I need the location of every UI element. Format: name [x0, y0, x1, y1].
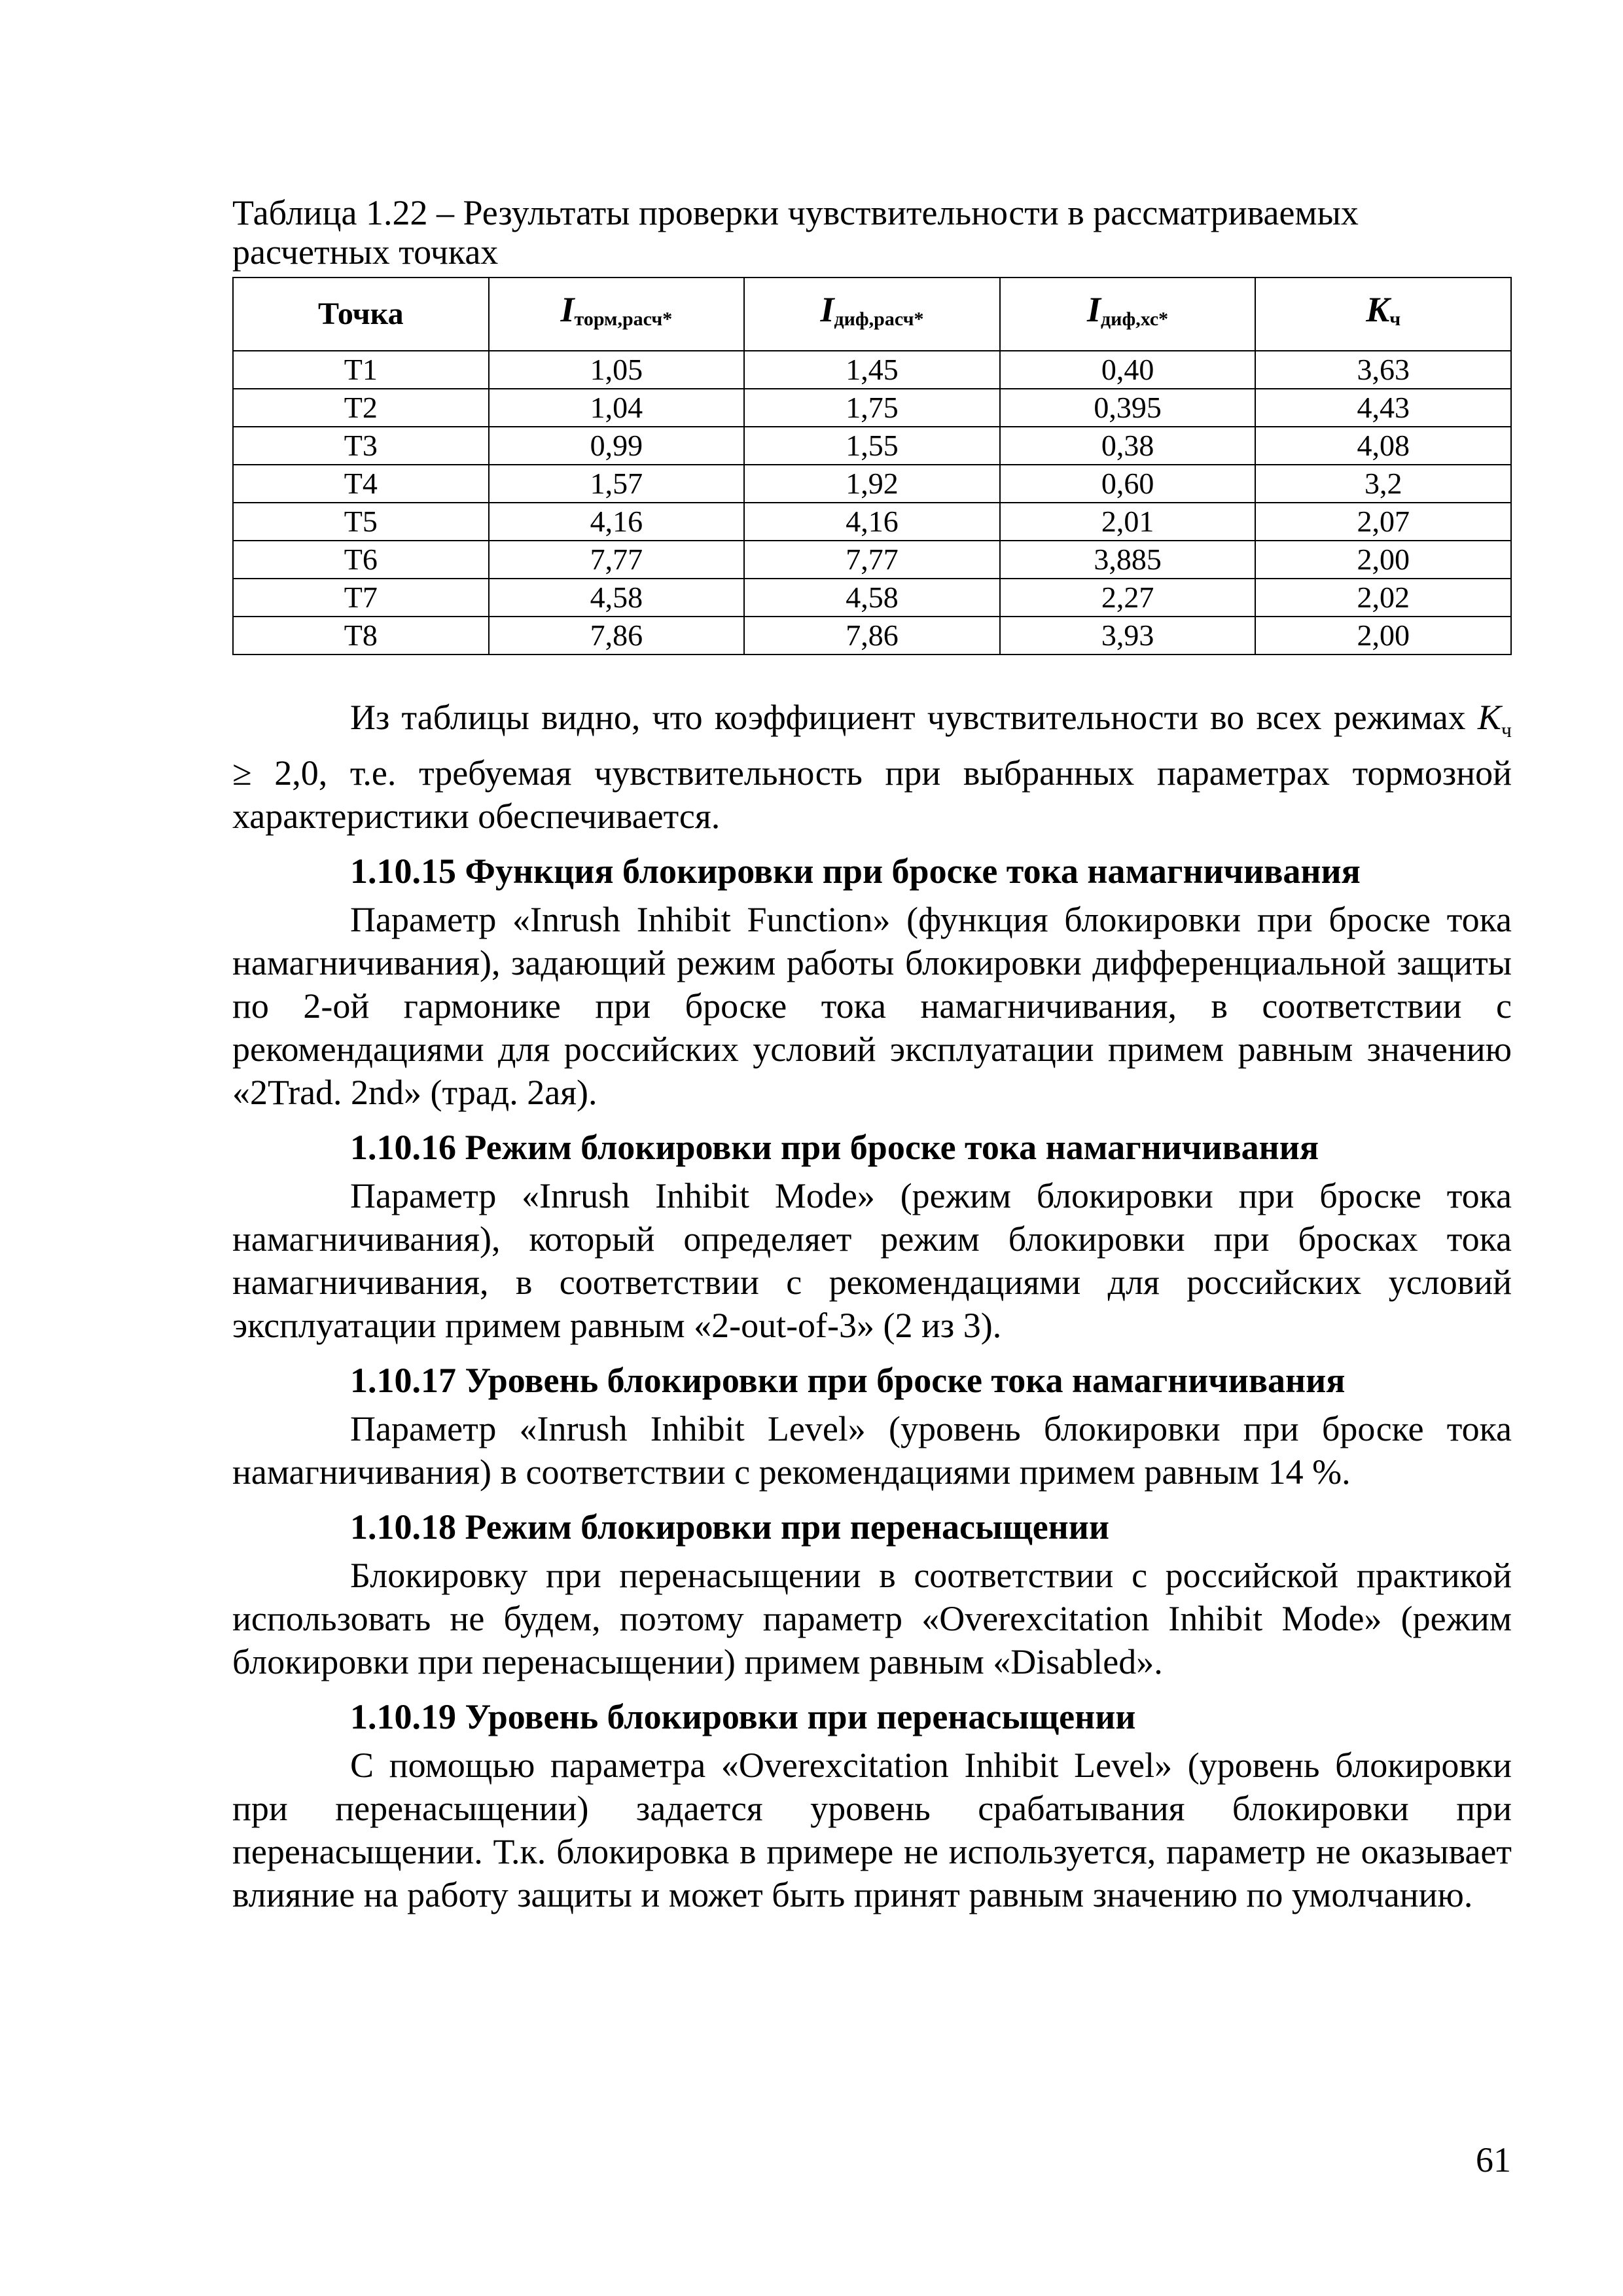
conclusion-paragraph — [232, 696, 1512, 838]
table-cell-k-ch: 2,00 — [1255, 541, 1511, 579]
header-i-torm-var: I — [560, 289, 575, 329]
table-cell-i-dif-hs: 0,395 — [1000, 389, 1256, 427]
table-cell-k-ch: 2,02 — [1255, 579, 1511, 617]
table-row — [233, 503, 1511, 541]
section-text-1-10-16: Параметр «Inrush Inhibit Mode» (режим блокировки при броске тока намагничивания), который определяет режим блокировки при бросках тока намагничивания, в соответствии с рекомендациями для российских условий эксплуатации примем равным «2-out-of-3» (2 из 3). — [232, 1175, 1512, 1345]
section-heading-1-10-15: 1.10.15 Функция блокировки при броске тока намагничивания — [350, 851, 1361, 891]
header-i-dif-hs-sub: диф,хс* — [1101, 308, 1169, 330]
table-cell-i-torm: 7,86 — [489, 617, 745, 655]
table-cell-i-dif-rasch: 7,77 — [744, 541, 1000, 579]
table-cell-i-dif-rasch: 1,75 — [744, 389, 1000, 427]
header-i-dif-rasch — [744, 278, 1000, 351]
section-heading-1-10-17: 1.10.17 Уровень блокировки при броске тока намагничивания — [350, 1360, 1346, 1400]
table-row — [233, 541, 1511, 579]
table-row — [233, 465, 1511, 503]
header-k-ch — [1255, 278, 1511, 351]
table-header-row — [233, 278, 1511, 351]
table-cell-k-ch: 3,63 — [1255, 351, 1511, 389]
section-text-1-10-19: С помощью параметра «Overexcitation Inhibit Level» (уровень блокировки при перенасыщении) задается уровень срабатывания блокировки при перенасыщении. Т.к. блокировка в примере не используется, параметр не оказывает влияние на работу защиты и может быть принят равным значению по умолчанию. — [232, 1745, 1512, 1914]
conclusion-text-end: ≥ 2,0, т.е. требуемая чувствительность при выбранных параметрах тормозной характеристики обеспечивается. — [232, 753, 1512, 836]
table-cell-i-torm: 0,99 — [489, 427, 745, 465]
section-text-1-10-18: Блокировку при перенасыщении в соответствии с российской практикой использовать не будем, поэтому параметр «Overexcitation Inhibit Mode» (режим блокировки при перенасыщении) примем равным «Disabled». — [232, 1555, 1512, 1681]
table-cell-i-dif-rasch: 7,86 — [744, 617, 1000, 655]
conclusion-sub: ч — [1501, 717, 1512, 742]
sensitivity-table — [232, 277, 1512, 655]
table-cell-i-dif-hs: 2,27 — [1000, 579, 1256, 617]
header-i-torm — [489, 278, 745, 351]
table-cell-i-dif-hs: 2,01 — [1000, 503, 1256, 541]
table-cell-i-dif-hs: 0,60 — [1000, 465, 1256, 503]
header-i-dif-hs — [1000, 278, 1256, 351]
section-heading-1-10-16: 1.10.16 Режим блокировки при броске тока намагничивания — [350, 1127, 1319, 1167]
table-row — [233, 389, 1511, 427]
table-cell-point: T4 — [233, 465, 489, 503]
table-cell-k-ch: 2,07 — [1255, 503, 1511, 541]
table-cell-point: T6 — [233, 541, 489, 579]
table-cell-k-ch: 4,43 — [1255, 389, 1511, 427]
table-cell-i-dif-hs: 0,38 — [1000, 427, 1256, 465]
conclusion-var: K — [1477, 698, 1501, 737]
table-cell-i-dif-hs: 3,93 — [1000, 617, 1256, 655]
header-point-label: Точка — [317, 296, 404, 331]
header-i-dif-hs-var: I — [1086, 289, 1101, 329]
table-cell-i-torm: 4,58 — [489, 579, 745, 617]
section-heading-1-10-19: 1.10.19 Уровень блокировки при перенасыщении — [350, 1696, 1136, 1736]
table-row — [233, 427, 1511, 465]
table-cell-i-dif-hs: 0,40 — [1000, 351, 1256, 389]
table-caption: Таблица 1.22 – Результаты проверки чувствительности в рассматриваемых расчетных точках — [232, 193, 1359, 272]
table-cell-i-torm: 7,77 — [489, 541, 745, 579]
header-i-dif-rasch-sub: диф,расч* — [834, 308, 924, 330]
table-cell-point: T8 — [233, 617, 489, 655]
section-heading-1-10-18: 1.10.18 Режим блокировки при перенасыщении — [350, 1507, 1110, 1547]
header-i-dif-rasch-var: I — [820, 289, 834, 329]
table-cell-point: T3 — [233, 427, 489, 465]
section-text-1-10-17: Параметр «Inrush Inhibit Level» (уровень блокировки при броске тока намагничивания) в соответствии с рекомендациями примем равным 14 %. — [232, 1408, 1512, 1492]
table-cell-point: T1 — [233, 351, 489, 389]
table-cell-k-ch: 2,00 — [1255, 617, 1511, 655]
table-cell-i-dif-rasch: 1,45 — [744, 351, 1000, 389]
table-row — [233, 617, 1511, 655]
table-cell-i-dif-rasch: 4,16 — [744, 503, 1000, 541]
table-cell-k-ch: 4,08 — [1255, 427, 1511, 465]
table-cell-i-dif-rasch: 1,55 — [744, 427, 1000, 465]
table-row — [233, 351, 1511, 389]
table-row — [233, 579, 1511, 617]
table-cell-i-torm: 4,16 — [489, 503, 745, 541]
table-cell-i-torm: 1,57 — [489, 465, 745, 503]
header-point — [233, 278, 489, 351]
table-cell-k-ch: 3,2 — [1255, 465, 1511, 503]
conclusion-text-start: Из таблицы видно, что коэффициент чувствительности во всех режимах — [350, 698, 1478, 737]
table-cell-i-dif-rasch: 4,58 — [744, 579, 1000, 617]
section-text-1-10-15: Параметр «Inrush Inhibit Function» (функция блокировки при броске тока намагничивания), задающий режим работы блокировки дифференциальной защиты по 2-ой гармонике при броске тока намагничивания, в соответствии с рекомендациями для российских условий эксплуатации примем равным значению «2Trad. 2nd» (трад. 2ая). — [232, 899, 1512, 1112]
header-k-ch-var: K — [1366, 289, 1390, 329]
table-cell-i-dif-hs: 3,885 — [1000, 541, 1256, 579]
table-cell-point: T2 — [233, 389, 489, 427]
header-k-ch-sub: ч — [1389, 308, 1401, 330]
page-content — [232, 193, 1512, 1916]
table-cell-i-dif-rasch: 1,92 — [744, 465, 1000, 503]
table-cell-point: T7 — [233, 579, 489, 617]
header-i-torm-sub: торм,расч* — [574, 308, 673, 330]
table-cell-point: T5 — [233, 503, 489, 541]
table-cell-i-torm: 1,05 — [489, 351, 745, 389]
table-cell-i-torm: 1,04 — [489, 389, 745, 427]
page-number: 61 — [1476, 2140, 1511, 2179]
